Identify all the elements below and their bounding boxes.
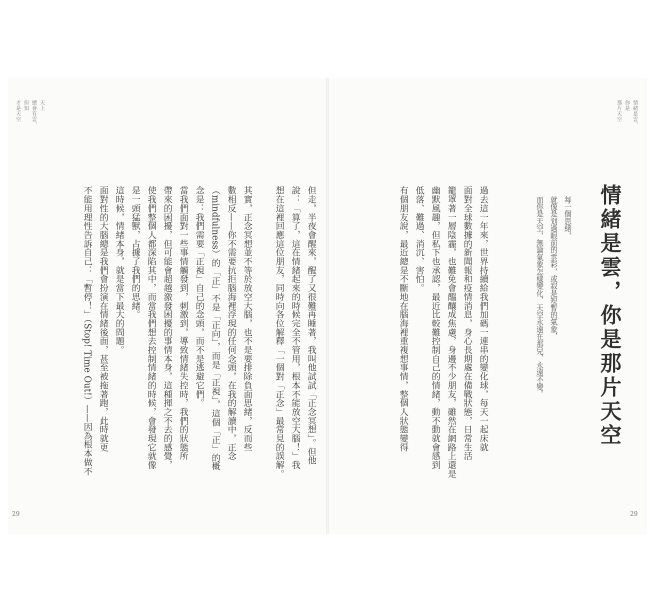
right-text-column: 低落、難過、消沉、害怕。 <box>413 186 424 293</box>
right-page-number: 29 <box>630 511 638 518</box>
right-text-column: 幽默風趣，但私下也承認，最近比較難控制自己的情緒，動不動就會感到 <box>429 186 440 470</box>
left-text-column: （mindfulness）的「正」不是「正向」，而是「正視」，這個「正」的概 <box>209 186 220 471</box>
left-running-head-3: 但知 <box>23 100 29 111</box>
right-running-head-3: 那片天空 <box>616 100 622 122</box>
left-text-column: 當我們面對一些事情觸發到，刺激到，導致情緒失控時，我們的狀態所 <box>177 186 188 461</box>
left-text-column: 其實，正念冥想並不等於放空大腦，也不是要排除負面思緒，反而些 <box>241 186 252 452</box>
left-text-column: 面對性的大腦總是我們會扮演在情緒後面，甚至被拖著跑，此時就更 <box>97 186 108 452</box>
left-text-column: 帶來的困擾，但可能會超越激發困擾的事情本身，這種揮之不去的感覺， <box>161 186 172 470</box>
left-text-column: 想在這裡回應這位朋友，同時向各位解釋「一個對「正念」最常見的誤解。 <box>273 186 284 479</box>
left-running-head-4: 才是天空 <box>15 100 21 122</box>
right-running-head-1: 情緒是雲， <box>632 100 638 128</box>
left-text-column: 是一頭猛獸，占據了我們的思緒。 <box>129 186 140 319</box>
quote-line: 而你是天空，無論氣象怎樣變化，天空永遠在那兒，永遠不變。 <box>536 196 545 398</box>
left-text-column: 這時候，情緒本身，就是當下最大的問題。 <box>113 186 124 355</box>
right-text-column: 過去這一年來，世界持續給我們加碼一連串的變化球，每天一起床就 <box>477 186 488 452</box>
left-text-column: 使我們整個人都深陷其中，而當我們想去控制情緒的時候，會發現它就像 <box>145 186 156 470</box>
left-text-column: 數相反——你不需要抗拒腦海裡浮現的任何念頭，在我的解讀中，正念 <box>225 186 236 461</box>
right-running-head-2: 你是 <box>624 100 630 111</box>
book-spread <box>8 78 647 534</box>
right-text-column: 面對全球數據的新聞報和疫情消息，身心長期處在備戰狀態，日常生活 <box>461 186 472 461</box>
left-text-column: 念是：我們需要「正視」自己的念頭，而不是逃避它們。 <box>193 186 204 408</box>
right-text-column: 有個朋友說，最近總是不斷地在腦海裡重複想事情，整個人狀態變得 <box>397 186 408 452</box>
left-text-column: 不能用理性告訴自己：「暫停！」（Stop! Time Out!）——因為根本做不 <box>81 186 92 476</box>
left-running-head-2: 總會有雲， <box>31 100 37 128</box>
left-running-head-1: 天上 <box>39 100 45 111</box>
quote-line: 就像是划過眼前的雲彩，或寂是短暫的氣象， <box>550 196 559 340</box>
quote-line: 每一個思緒， <box>564 196 573 240</box>
chapter-title: 情緒是雲，你是那片天空 <box>598 184 623 448</box>
left-text-column: 說：「算了，這在情緒起來的時候完全不管用，根本不能放空大腦！」我 <box>289 186 300 470</box>
right-text-column: 籠罩著一層陰霾，也難免會醞釀成焦慮，身邊不少朋友，雖然在網路上還是 <box>445 186 456 479</box>
right-page <box>328 78 647 534</box>
left-page <box>8 78 327 534</box>
left-page-number: 29 <box>12 511 20 518</box>
left-text-column: 但走，半夜會醒來，醒了又很難再睡著，我叫他試試「正念冥想」。但他 <box>305 186 316 465</box>
